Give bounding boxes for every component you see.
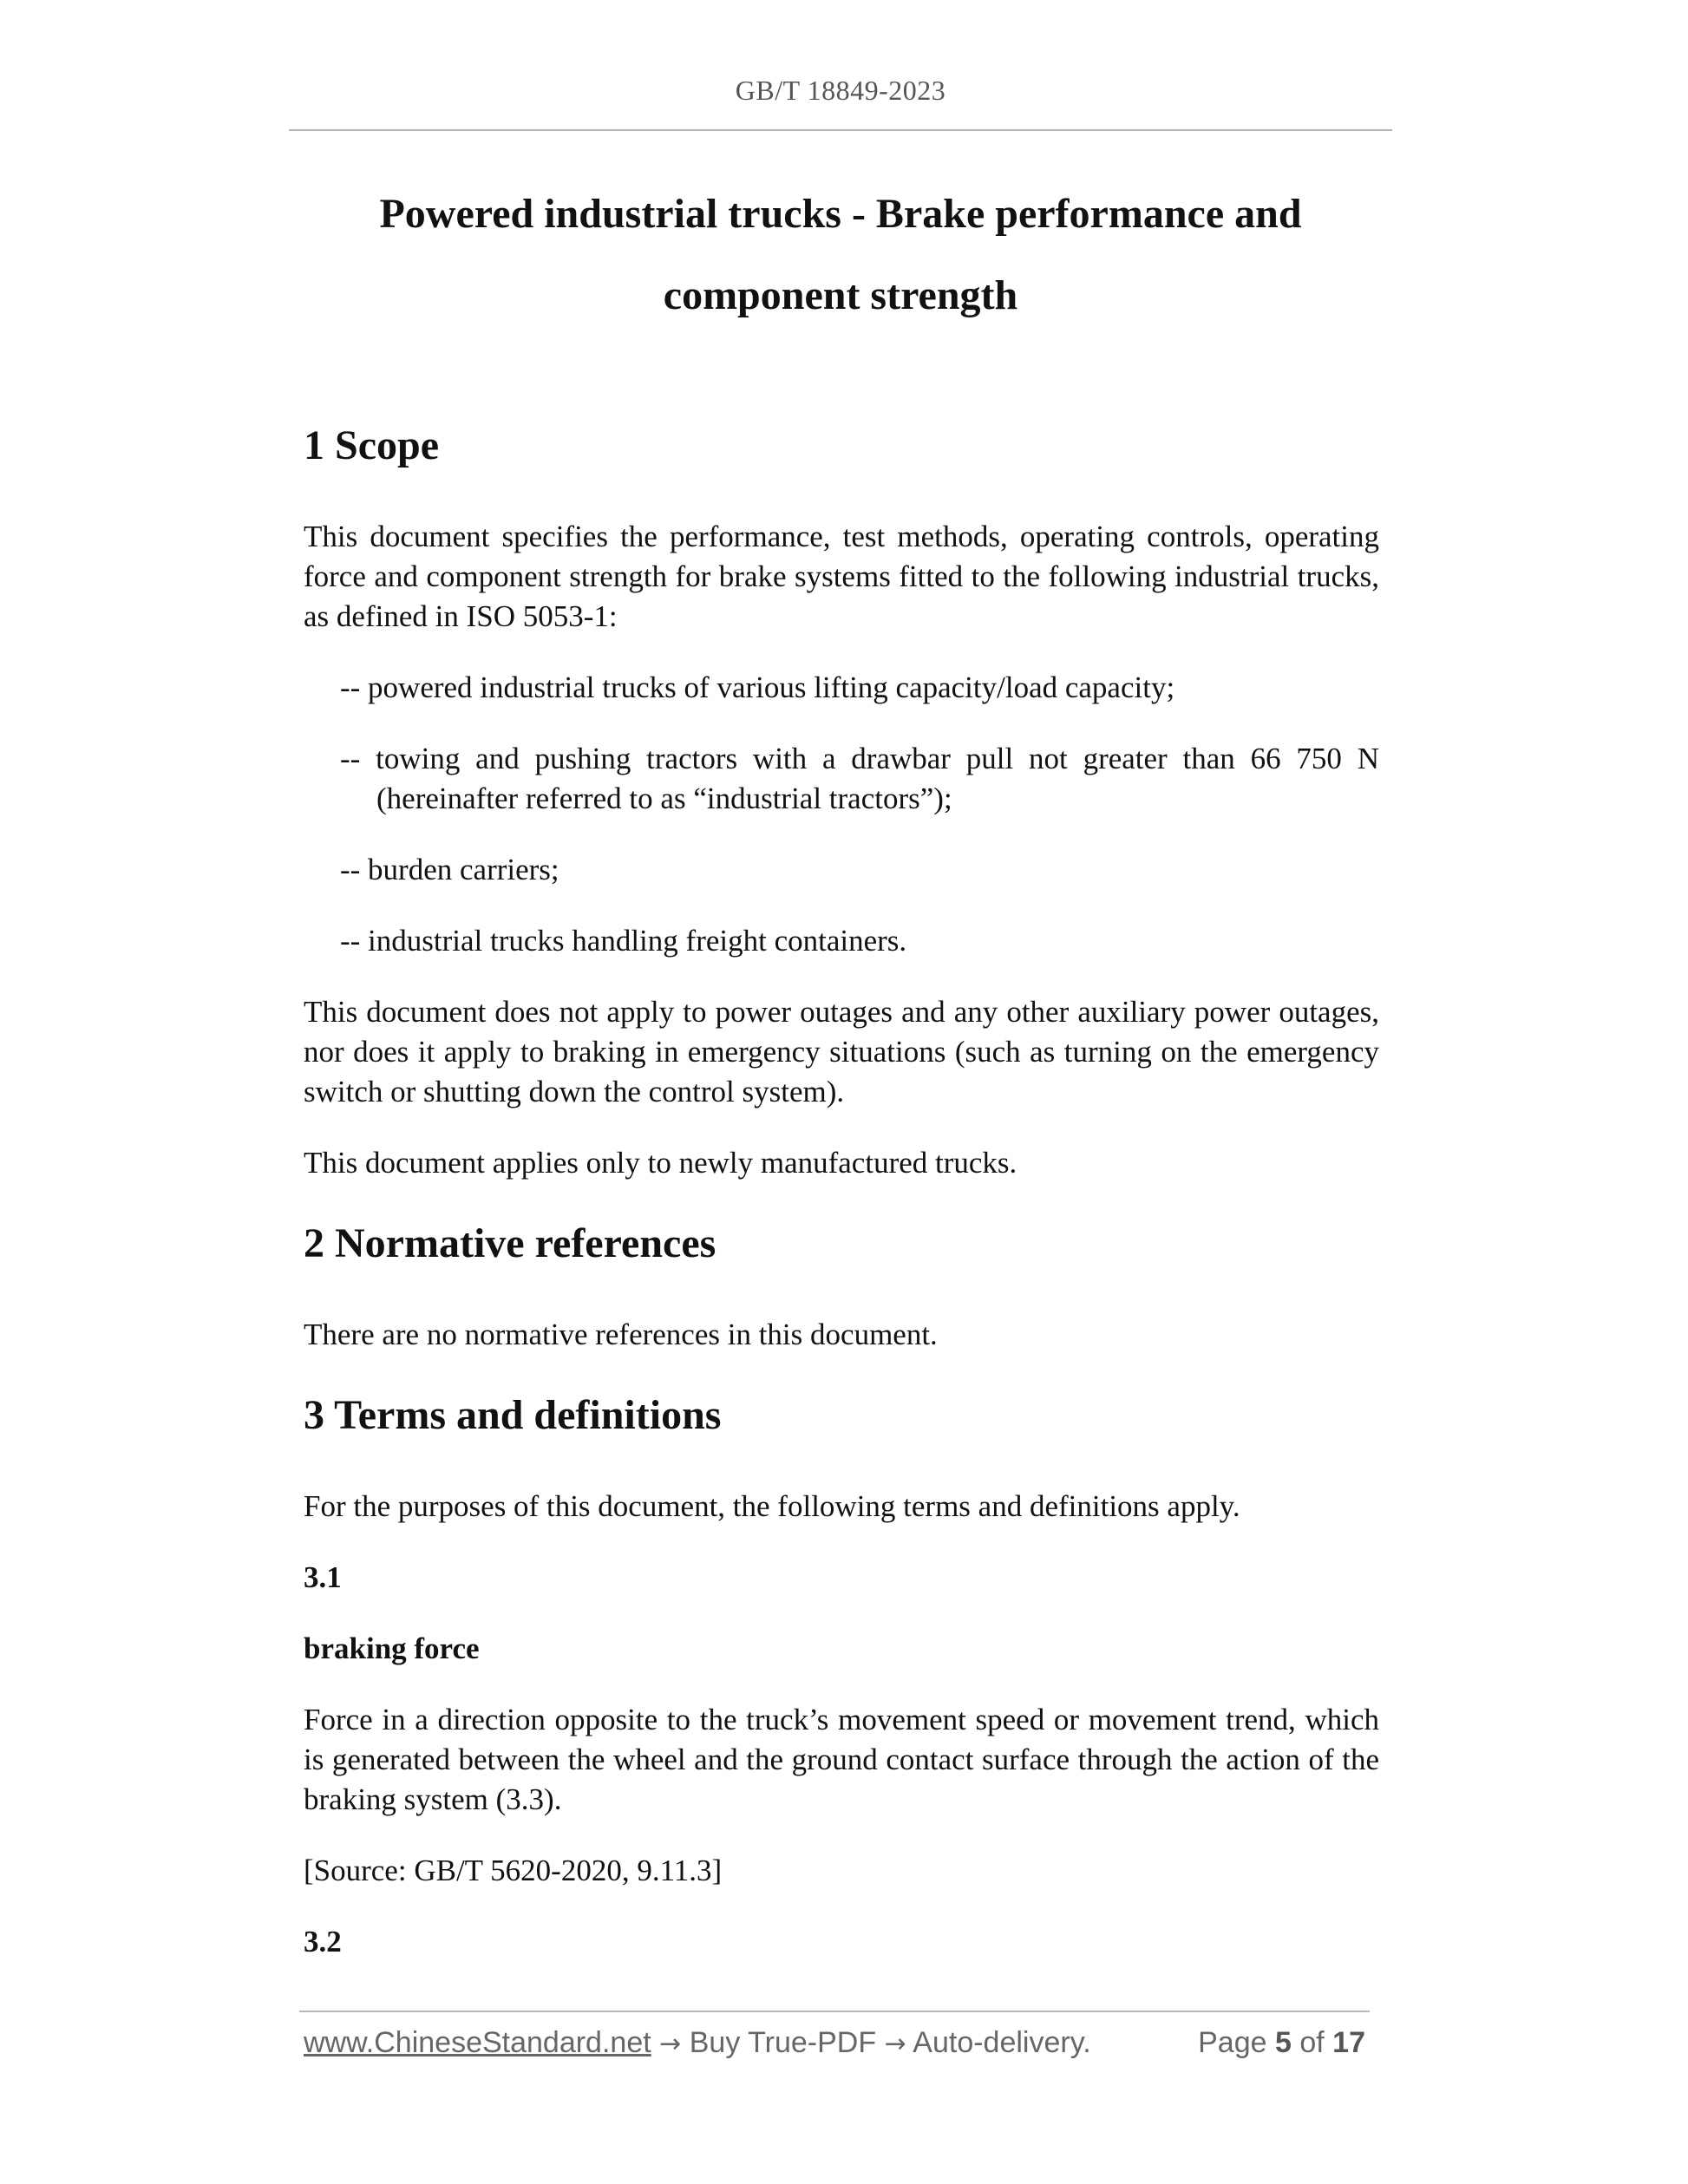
list-item: -- industrial trucks handling freight containers.	[340, 924, 907, 958]
page-label: Page	[1198, 2026, 1267, 2059]
section-heading-scope: 1 Scope	[304, 422, 439, 468]
list-item: -- burden carriers;	[340, 853, 559, 886]
document-title	[289, 173, 1392, 337]
header-divider	[289, 129, 1392, 131]
term-source: [Source: GB/T 5620-2020, 9.11.3]	[304, 1854, 723, 1887]
header-standard-id: GB/T 18849-2023	[735, 75, 946, 106]
scope-list	[304, 668, 1379, 961]
term-number: 3.2	[304, 1925, 342, 1958]
page-indicator	[1198, 2026, 1365, 2060]
section-heading-normative: 2 Normative references	[304, 1220, 716, 1266]
title-line-2: component strength	[663, 272, 1018, 318]
term-definition: Force in a direction opposite to the truck’s movement speed or movement trend, which is generated between the wheel and the ground contact surface through the action of the braking system (3.3).	[304, 1703, 1379, 1816]
scope-paragraph-2: This document does not apply to power outages and any other auxiliary power outages, nor does it apply to braking in emergency situations (such as turning on the emergency switch or shutting down the control system).	[304, 995, 1379, 1108]
auto-delivery-text: Auto-delivery.	[913, 2026, 1091, 2059]
document-body	[304, 408, 1379, 1962]
page-footer	[304, 2026, 1371, 2068]
page-current: 5	[1274, 2026, 1292, 2059]
title-line-1: Powered industrial trucks - Brake performance and	[379, 191, 1302, 237]
page-total: 17	[1332, 2026, 1365, 2059]
site-link[interactable]: www.ChineseStandard.net	[304, 2026, 651, 2059]
footer-divider	[299, 2011, 1370, 2012]
term-number: 3.1	[304, 1560, 342, 1594]
arrow-right-icon: →	[884, 2029, 906, 2059]
list-item: -- towing and pushing tractors with a drawbar pull not greater than 66 750 N (hereinafter referred to as “industrial tractors”);	[340, 742, 1379, 815]
normative-paragraph: There are no normative references in this document.	[304, 1318, 938, 1351]
list-item: -- powered industrial trucks of various lifting capacity/load capacity;	[340, 670, 1175, 704]
section-heading-terms: 3 Terms and definitions	[304, 1392, 722, 1438]
arrow-right-icon: →	[659, 2029, 682, 2059]
scope-paragraph-1: This document specifies the performance, test methods, operating controls, operating force and component strength for brake systems fitted to the following industrial trucks, as defined in ISO 5053-1:	[304, 520, 1379, 633]
scope-paragraph-3: This document applies only to newly manufactured trucks.	[304, 1146, 1017, 1180]
page-of: of	[1299, 2026, 1325, 2059]
buy-pdf-text: Buy True-PDF	[689, 2026, 877, 2059]
terms-intro-paragraph: For the purposes of this document, the following terms and definitions apply.	[304, 1489, 1240, 1523]
term-name: braking force	[304, 1631, 480, 1665]
